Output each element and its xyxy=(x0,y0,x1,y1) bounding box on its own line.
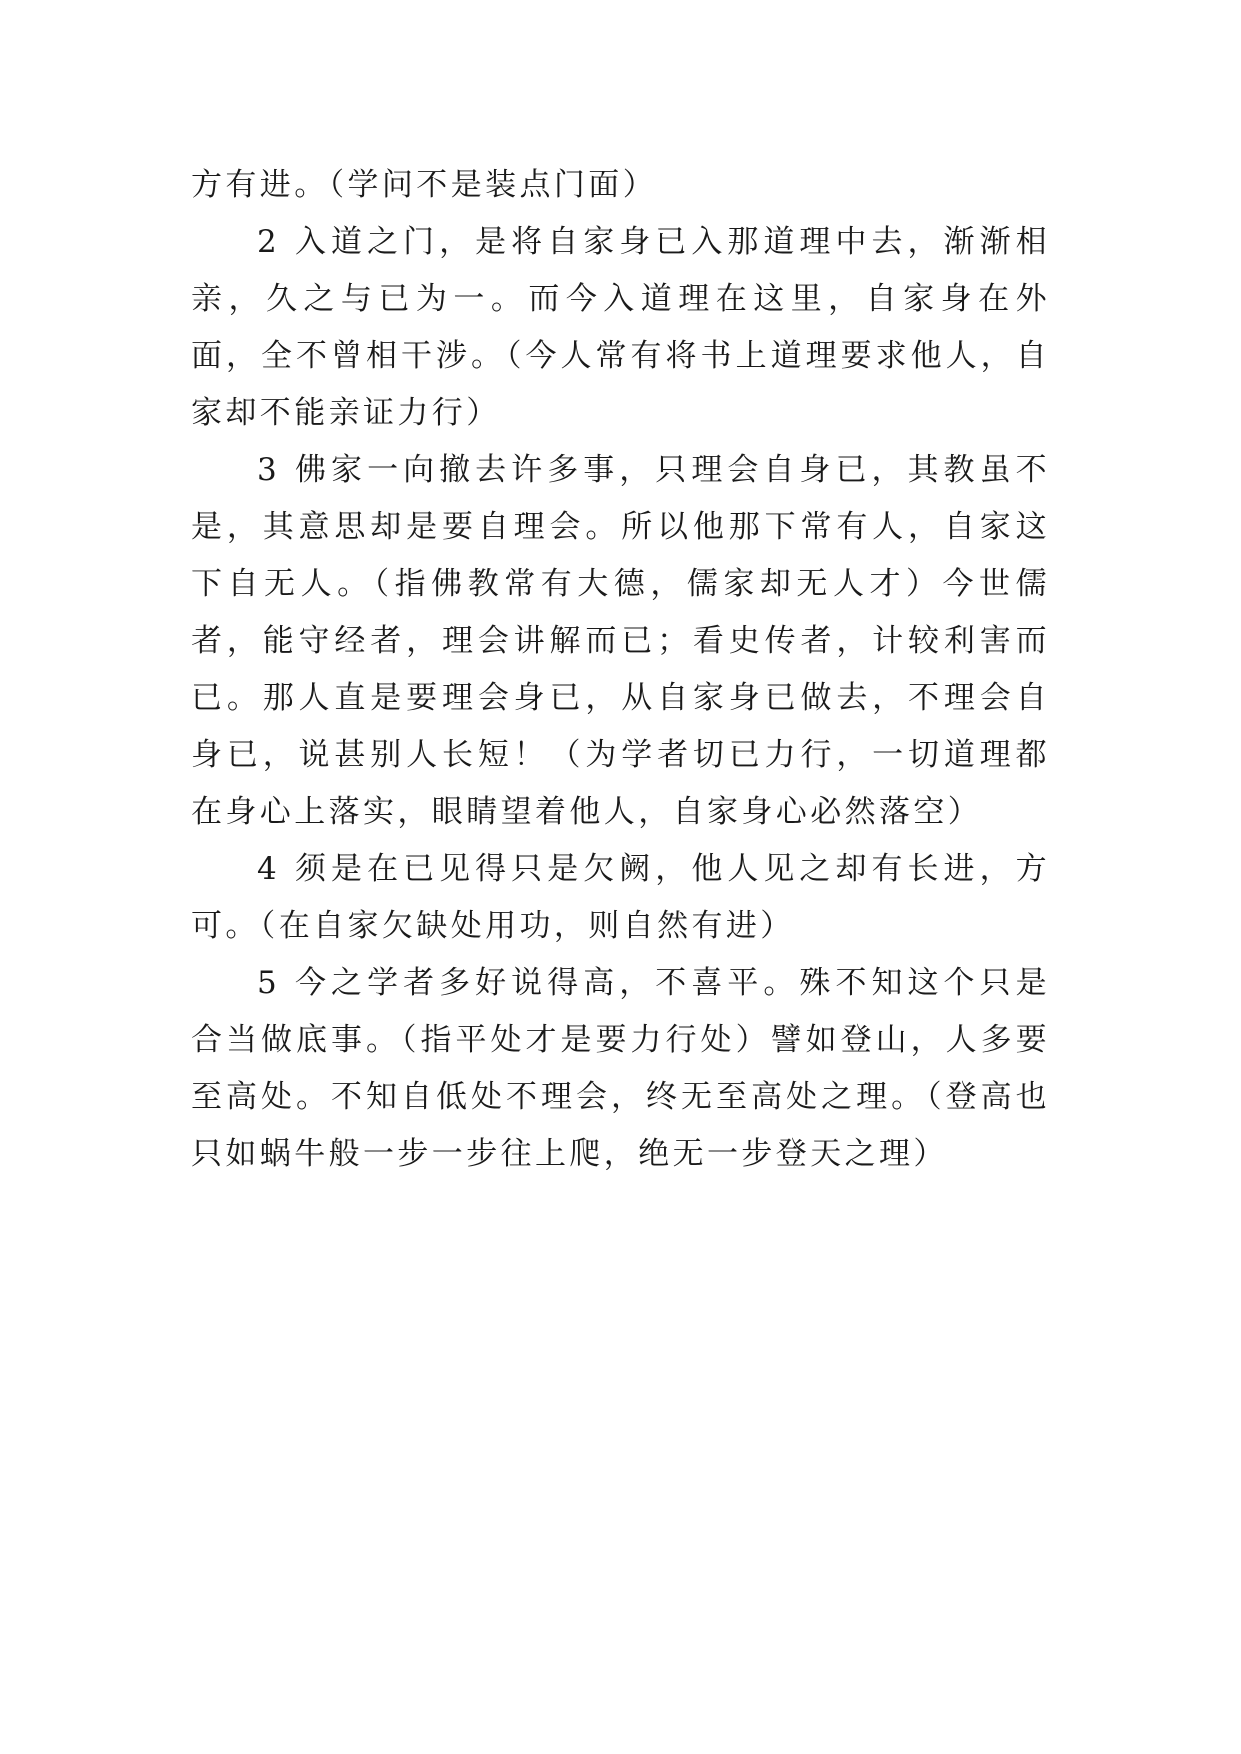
paragraph-item-5: 5 今之学者多好说得高，不喜平。殊不知这个只是合当做底事。（指平处才是要力行处）譬如登山，人多要至高处。不知自低处不理会，终无至高处之理。（登高也只如蜗牛般一步一步往上爬，绝无一步登天之理） xyxy=(191,965,1050,1172)
paragraph-item-3: 3 佛家一向撤去许多事，只理会自身已，其教虽不是，其意思却是要自理会。所以他那下常有人，自家这下自无人。（指佛教常有大德，儒家却无人才）今世儒者，能守经者，理会讲解而已；看史传者，计较利害而已。那人直是要理会身已，从自家身已做去，不理会自身已，说甚别人长短！（为学者切已力行，一切道理都在身心上落实，眼睛望着他人，自家身心必然落空） xyxy=(191,452,1050,830)
paragraph-continuation: 方有进。（学问不是装点门面） xyxy=(191,167,658,203)
paragraph-item-2: 2 入道之门，是将自家身已入那道理中去，渐渐相亲，久之与已为一。而今入道理在这里，自家身在外面，全不曾相干涉。（今人常有将书上道理要求他人，自家却不能亲证力行） xyxy=(191,224,1050,431)
paragraph-item-4: 4 须是在已见得只是欠阙，他人见之却有长进，方可。（在自家欠缺处用功，则自然有进） xyxy=(191,851,1050,944)
